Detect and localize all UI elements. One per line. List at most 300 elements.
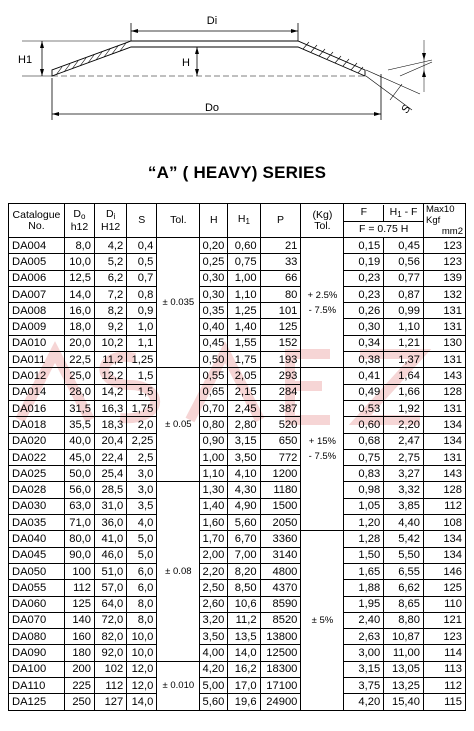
table-row [9, 661, 466, 677]
cell-catalogue-no: DA007 [9, 286, 65, 302]
cell-di: 12,2 [95, 368, 127, 384]
cell-h1: 1,40 [228, 319, 260, 335]
cell-do: 63,0 [64, 498, 94, 514]
cell-h: 0,30 [200, 270, 228, 286]
table-row [9, 303, 466, 319]
col-catalogue [9, 204, 65, 238]
cell-di: 102 [95, 661, 127, 677]
cell-di: 51,0 [95, 563, 127, 579]
cell-h1-minus-f: 3,85 [384, 498, 424, 514]
cell-f: 0,41 [344, 368, 384, 384]
cell-f: 0,23 [344, 286, 384, 302]
col-f-equation: F = 0.75 H [359, 222, 409, 235]
cell-s: 0,8 [127, 286, 157, 302]
cell-h1-minus-f: 2,20 [384, 417, 424, 433]
cell-s: 14,0 [127, 694, 157, 710]
cell-do: 80,0 [64, 531, 94, 547]
col-max [423, 204, 465, 238]
cell-f: 1,65 [344, 563, 384, 579]
cell-do: 14,0 [64, 286, 94, 302]
cell-max-stress: 131 [423, 319, 465, 335]
cell-catalogue-no: DA125 [9, 694, 65, 710]
cell-p-tolerance [301, 368, 344, 531]
cell-p: 33 [260, 254, 301, 270]
cell-s: 0,7 [127, 270, 157, 286]
col-h1f-suffix: - F [401, 205, 418, 218]
cell-di: 64,0 [95, 596, 127, 612]
cell-catalogue-no: DA004 [9, 238, 65, 254]
cell-s: 10,0 [127, 645, 157, 661]
cell-h1-minus-f: 1,10 [384, 319, 424, 335]
cell-h1-minus-f: 8,80 [384, 612, 424, 628]
series-title: “A” ( HEAVY) SERIES [147, 163, 327, 182]
table-row [9, 286, 466, 302]
cell-do: 45,0 [64, 449, 94, 465]
cell-h1: 1,00 [228, 270, 260, 286]
cell-catalogue-no: DA028 [9, 482, 65, 498]
cell-s: 3,5 [127, 498, 157, 514]
cell-s: 1,25 [127, 352, 157, 368]
cell-h1: 0,60 [228, 238, 260, 254]
disc-spring-spec-table [8, 203, 466, 711]
cell-h1-minus-f: 15,40 [384, 694, 424, 710]
cell-h1: 5,60 [228, 515, 260, 531]
col-h1 [228, 204, 260, 238]
cell-di: 22,4 [95, 449, 127, 465]
col-do-main: D [73, 207, 82, 220]
cell-h1: 14,0 [228, 645, 260, 661]
col-di [95, 204, 127, 238]
cell-do: 20,0 [64, 335, 94, 351]
cell-h: 1,40 [200, 498, 228, 514]
cell-p: 284 [260, 384, 301, 400]
cell-max-stress: 121 [423, 612, 465, 628]
col-kg-tol [301, 204, 344, 238]
cell-s: 1,0 [127, 319, 157, 335]
cell-h1-minus-f: 3,32 [384, 482, 424, 498]
cell-h1-minus-f: 10,87 [384, 629, 424, 645]
cell-do: 40,0 [64, 433, 94, 449]
cell-p: 17100 [260, 678, 301, 694]
col-h: H [200, 204, 228, 238]
table-row [9, 580, 466, 596]
cell-s-tolerance: ± 0.05 [157, 368, 200, 482]
cell-max-stress: 123 [423, 629, 465, 645]
table-row [9, 531, 466, 547]
cell-f: 0,34 [344, 335, 384, 351]
cell-do: 100 [64, 563, 94, 579]
cell-s-tolerance: ± 0.010 [157, 661, 200, 710]
cell-do: 160 [64, 629, 94, 645]
cell-catalogue-no: DA014 [9, 384, 65, 400]
cell-p: 18300 [260, 661, 301, 677]
cell-di: 20,4 [95, 433, 127, 449]
cell-do: 31,5 [64, 400, 94, 416]
cell-do: 8,0 [64, 238, 94, 254]
cell-di: 9,2 [95, 319, 127, 335]
cell-p: 4370 [260, 580, 301, 596]
cell-p: 8590 [260, 596, 301, 612]
cell-di: 82,0 [95, 629, 127, 645]
cell-p: 80 [260, 286, 301, 302]
col-catalogue-line1: Catalogue [12, 208, 61, 221]
cell-h1-minus-f: 6,62 [384, 580, 424, 596]
cell-di: 11,2 [95, 352, 127, 368]
cell-catalogue-no: DA012 [9, 368, 65, 384]
table-row [9, 612, 466, 628]
cell-p: 66 [260, 270, 301, 286]
cell-di: 10,2 [95, 335, 127, 351]
cell-h1-minus-f: 2,75 [384, 449, 424, 465]
cell-di: 36,0 [95, 515, 127, 531]
table-row [9, 384, 466, 400]
cell-f: 0,30 [344, 319, 384, 335]
p-tolerance-line: + 15% [308, 436, 336, 448]
cell-s: 4,0 [127, 515, 157, 531]
cell-h1: 4,90 [228, 498, 260, 514]
cell-max-stress: 128 [423, 384, 465, 400]
cell-di: 6,2 [95, 270, 127, 286]
cell-catalogue-no: DA050 [9, 563, 65, 579]
col-tol: Tol. [157, 204, 200, 238]
cell-do: 50,0 [64, 466, 94, 482]
table-row [9, 449, 466, 465]
cell-catalogue-no: DA009 [9, 319, 65, 335]
col-max-line3: mm2 [441, 226, 463, 237]
cell-h1: 1,55 [228, 335, 260, 351]
cell-p: 193 [260, 352, 301, 368]
cell-di: 31,0 [95, 498, 127, 514]
cell-max-stress: 128 [423, 482, 465, 498]
cell-p: 650 [260, 433, 301, 449]
cell-f: 0,68 [344, 433, 384, 449]
cell-p: 21 [260, 238, 301, 254]
label-h1: H1 [18, 54, 33, 66]
p-tolerance-line: - 7.5% [308, 304, 337, 316]
col-do [64, 204, 94, 238]
cell-f: 4,20 [344, 694, 384, 710]
label-di: Di [206, 15, 218, 27]
cell-h: 2,20 [200, 563, 228, 579]
cell-h1: 2,15 [228, 384, 260, 400]
cell-h1-minus-f: 0,77 [384, 270, 424, 286]
col-catalogue-line2: No. [28, 219, 45, 232]
cell-do: 28,0 [64, 384, 94, 400]
cell-p: 520 [260, 417, 301, 433]
cell-h: 0,90 [200, 433, 228, 449]
cell-s: 1,5 [127, 384, 157, 400]
cell-h: 0,55 [200, 368, 228, 384]
cell-catalogue-no: DA055 [9, 580, 65, 596]
cell-h: 3,50 [200, 629, 228, 645]
col-di-main: D [105, 207, 114, 220]
cell-do: 250 [64, 694, 94, 710]
cell-h1: 8,20 [228, 563, 260, 579]
cell-max-stress: 115 [423, 694, 465, 710]
cell-h: 1,00 [200, 449, 228, 465]
cell-catalogue-no: DA025 [9, 466, 65, 482]
cell-do: 22,5 [64, 352, 94, 368]
cell-di: 46,0 [95, 547, 127, 563]
col-max-line2: Kgf [425, 215, 441, 226]
cell-h1: 3,15 [228, 433, 260, 449]
table-row [9, 482, 466, 498]
cell-h: 5,60 [200, 694, 228, 710]
cell-h1-minus-f: 13,25 [384, 678, 424, 694]
cell-h: 2,60 [200, 596, 228, 612]
table-row [9, 417, 466, 433]
cell-p: 3140 [260, 547, 301, 563]
cell-h: 0,50 [200, 352, 228, 368]
cell-max-stress: 112 [423, 498, 465, 514]
cell-di: 112 [95, 678, 127, 694]
col-h1f-main: H [389, 205, 398, 218]
cell-h1: 1,25 [228, 303, 260, 319]
cell-catalogue-no: DA060 [9, 596, 65, 612]
cell-h: 0,35 [200, 303, 228, 319]
cell-di: 41,0 [95, 531, 127, 547]
table-row [9, 629, 466, 645]
cell-h: 0,20 [200, 238, 228, 254]
cell-h1: 2,80 [228, 417, 260, 433]
cell-f: 1,50 [344, 547, 384, 563]
cell-do: 10,0 [64, 254, 94, 270]
cell-h: 1,70 [200, 531, 228, 547]
cell-p: 1200 [260, 466, 301, 482]
cell-f: 0,38 [344, 352, 384, 368]
label-h: H [182, 57, 190, 69]
cell-max-stress: 110 [423, 596, 465, 612]
cell-s: 0,9 [127, 303, 157, 319]
cell-h1: 10,6 [228, 596, 260, 612]
cell-h: 0,80 [200, 417, 228, 433]
cell-p: 101 [260, 303, 301, 319]
cell-max-stress: 113 [423, 661, 465, 677]
col-di-sub: i [113, 211, 116, 221]
cell-s: 2,0 [127, 417, 157, 433]
spec-table-body [9, 238, 466, 711]
cell-h1-minus-f: 5,42 [384, 531, 424, 547]
col-p: P [260, 204, 301, 238]
cell-s: 1,1 [127, 335, 157, 351]
cell-h1: 4,30 [228, 482, 260, 498]
cell-h1-minus-f: 3,27 [384, 466, 424, 482]
table-row [9, 515, 466, 531]
cell-h1-minus-f: 5,50 [384, 547, 424, 563]
cell-di: 7,2 [95, 286, 127, 302]
cell-di: 25,4 [95, 466, 127, 482]
cell-di: 72,0 [95, 612, 127, 628]
cell-h1: 1,10 [228, 286, 260, 302]
cell-h1: 13,5 [228, 629, 260, 645]
cell-catalogue-no: DA040 [9, 531, 65, 547]
cell-h1: 8,50 [228, 580, 260, 596]
table-row [9, 563, 466, 579]
cell-h: 1,30 [200, 482, 228, 498]
cell-do: 16,0 [64, 303, 94, 319]
cell-max-stress: 112 [423, 678, 465, 694]
cell-h1: 2,05 [228, 368, 260, 384]
cell-do: 71,0 [64, 515, 94, 531]
cell-catalogue-no: DA100 [9, 661, 65, 677]
cell-do: 125 [64, 596, 94, 612]
cell-do: 225 [64, 678, 94, 694]
cell-h1: 4,10 [228, 466, 260, 482]
table-row [9, 254, 466, 270]
cell-s: 5,0 [127, 531, 157, 547]
cell-h: 4,20 [200, 661, 228, 677]
cell-di: 92,0 [95, 645, 127, 661]
cell-f: 1,88 [344, 580, 384, 596]
col-kg-line2: Tol. [314, 219, 331, 232]
cell-catalogue-no: DA045 [9, 547, 65, 563]
cell-h1-minus-f: 0,99 [384, 303, 424, 319]
cell-max-stress: 131 [423, 352, 465, 368]
cell-p: 24900 [260, 694, 301, 710]
table-row [9, 400, 466, 416]
cell-h: 1,10 [200, 466, 228, 482]
label-s: S [399, 103, 414, 116]
cell-h1: 3,50 [228, 449, 260, 465]
cell-s: 2,5 [127, 449, 157, 465]
cell-h1: 17,0 [228, 678, 260, 694]
col-f-h1f [344, 204, 424, 238]
cell-max-stress: 143 [423, 466, 465, 482]
cell-s: 8,0 [127, 612, 157, 628]
cell-catalogue-no: DA016 [9, 400, 65, 416]
cell-h1: 19,6 [228, 694, 260, 710]
table-row [9, 466, 466, 482]
cell-di: 16,3 [95, 400, 127, 416]
cell-catalogue-no: DA080 [9, 629, 65, 645]
table-row [9, 678, 466, 694]
cell-f: 1,05 [344, 498, 384, 514]
col-f: F [344, 205, 384, 221]
cell-do: 35,5 [64, 417, 94, 433]
cell-h: 1,60 [200, 515, 228, 531]
cell-s: 6,0 [127, 563, 157, 579]
cell-di: 14,2 [95, 384, 127, 400]
col-h1-sub: 1 [245, 217, 250, 226]
cell-max-stress: 132 [423, 286, 465, 302]
cell-s: 10,0 [127, 629, 157, 645]
label-do: Do [204, 102, 220, 114]
cell-di: 18,3 [95, 417, 127, 433]
cell-max-stress: 139 [423, 270, 465, 286]
cell-s: 1,75 [127, 400, 157, 416]
p-tolerance-line: ± 5% [311, 614, 334, 626]
table-row [9, 547, 466, 563]
cell-p: 1180 [260, 482, 301, 498]
cell-s: 8,0 [127, 596, 157, 612]
col-kg-line1: (Kg) [312, 208, 333, 221]
cell-catalogue-no: DA020 [9, 433, 65, 449]
cell-catalogue-no: DA090 [9, 645, 65, 661]
cell-catalogue-no: DA006 [9, 270, 65, 286]
cell-h1-minus-f: 4,40 [384, 515, 424, 531]
cell-f: 1,95 [344, 596, 384, 612]
cell-f: 3,15 [344, 661, 384, 677]
cell-s: 5,0 [127, 547, 157, 563]
cell-do: 18,0 [64, 319, 94, 335]
cell-catalogue-no: DA008 [9, 303, 65, 319]
cell-f: 0,60 [344, 417, 384, 433]
cell-p: 3360 [260, 531, 301, 547]
cell-do: 140 [64, 612, 94, 628]
cell-h: 5,00 [200, 678, 228, 694]
cell-f: 0,23 [344, 270, 384, 286]
cell-max-stress: 134 [423, 417, 465, 433]
cell-catalogue-no: DA035 [9, 515, 65, 531]
table-row [9, 319, 466, 335]
cell-f: 1,28 [344, 531, 384, 547]
col-h1-main: H [237, 213, 246, 225]
cell-di: 4,2 [95, 238, 127, 254]
cell-f: 2,63 [344, 629, 384, 645]
table-row [9, 238, 466, 254]
table-row [9, 335, 466, 351]
cell-p: 2050 [260, 515, 301, 531]
cell-h1-minus-f: 1,66 [384, 384, 424, 400]
table-row [9, 352, 466, 368]
cell-h1: 0,75 [228, 254, 260, 270]
cell-catalogue-no: DA010 [9, 335, 65, 351]
cell-max-stress: 131 [423, 400, 465, 416]
cell-max-stress: 134 [423, 547, 465, 563]
cell-di: 127 [95, 694, 127, 710]
table-header-row [9, 204, 466, 238]
col-max-line1: Max10 [425, 204, 455, 215]
cell-p: 8520 [260, 612, 301, 628]
cell-h: 2,50 [200, 580, 228, 596]
cell-s: 12,0 [127, 661, 157, 677]
cell-h1-minus-f: 8,65 [384, 596, 424, 612]
cell-p: 772 [260, 449, 301, 465]
table-row [9, 694, 466, 710]
cell-h: 4,00 [200, 645, 228, 661]
cell-h1: 2,45 [228, 400, 260, 416]
cell-do: 90,0 [64, 547, 94, 563]
cell-h1-minus-f: 1,64 [384, 368, 424, 384]
cell-h1-minus-f: 1,92 [384, 400, 424, 416]
cell-s: 3,0 [127, 466, 157, 482]
cell-h1-minus-f: 6,55 [384, 563, 424, 579]
cell-max-stress: 114 [423, 645, 465, 661]
cell-h: 0,45 [200, 335, 228, 351]
cell-h1: 7,00 [228, 547, 260, 563]
cell-max-stress: 131 [423, 303, 465, 319]
cell-catalogue-no: DA022 [9, 449, 65, 465]
cell-s: 1,5 [127, 368, 157, 384]
cell-do: 200 [64, 661, 94, 677]
cell-max-stress: 125 [423, 580, 465, 596]
cell-s: 2,25 [127, 433, 157, 449]
cell-max-stress: 108 [423, 515, 465, 531]
cell-max-stress: 134 [423, 433, 465, 449]
table-row [9, 433, 466, 449]
cell-f: 0,53 [344, 400, 384, 416]
cell-f: 2,40 [344, 612, 384, 628]
cell-p: 1500 [260, 498, 301, 514]
cell-p: 293 [260, 368, 301, 384]
table-row [9, 596, 466, 612]
cell-h1-minus-f: 1,37 [384, 352, 424, 368]
cell-p: 152 [260, 335, 301, 351]
cell-catalogue-no: DA110 [9, 678, 65, 694]
cell-h1: 11,2 [228, 612, 260, 628]
cell-h: 0,25 [200, 254, 228, 270]
cell-do: 12,5 [64, 270, 94, 286]
